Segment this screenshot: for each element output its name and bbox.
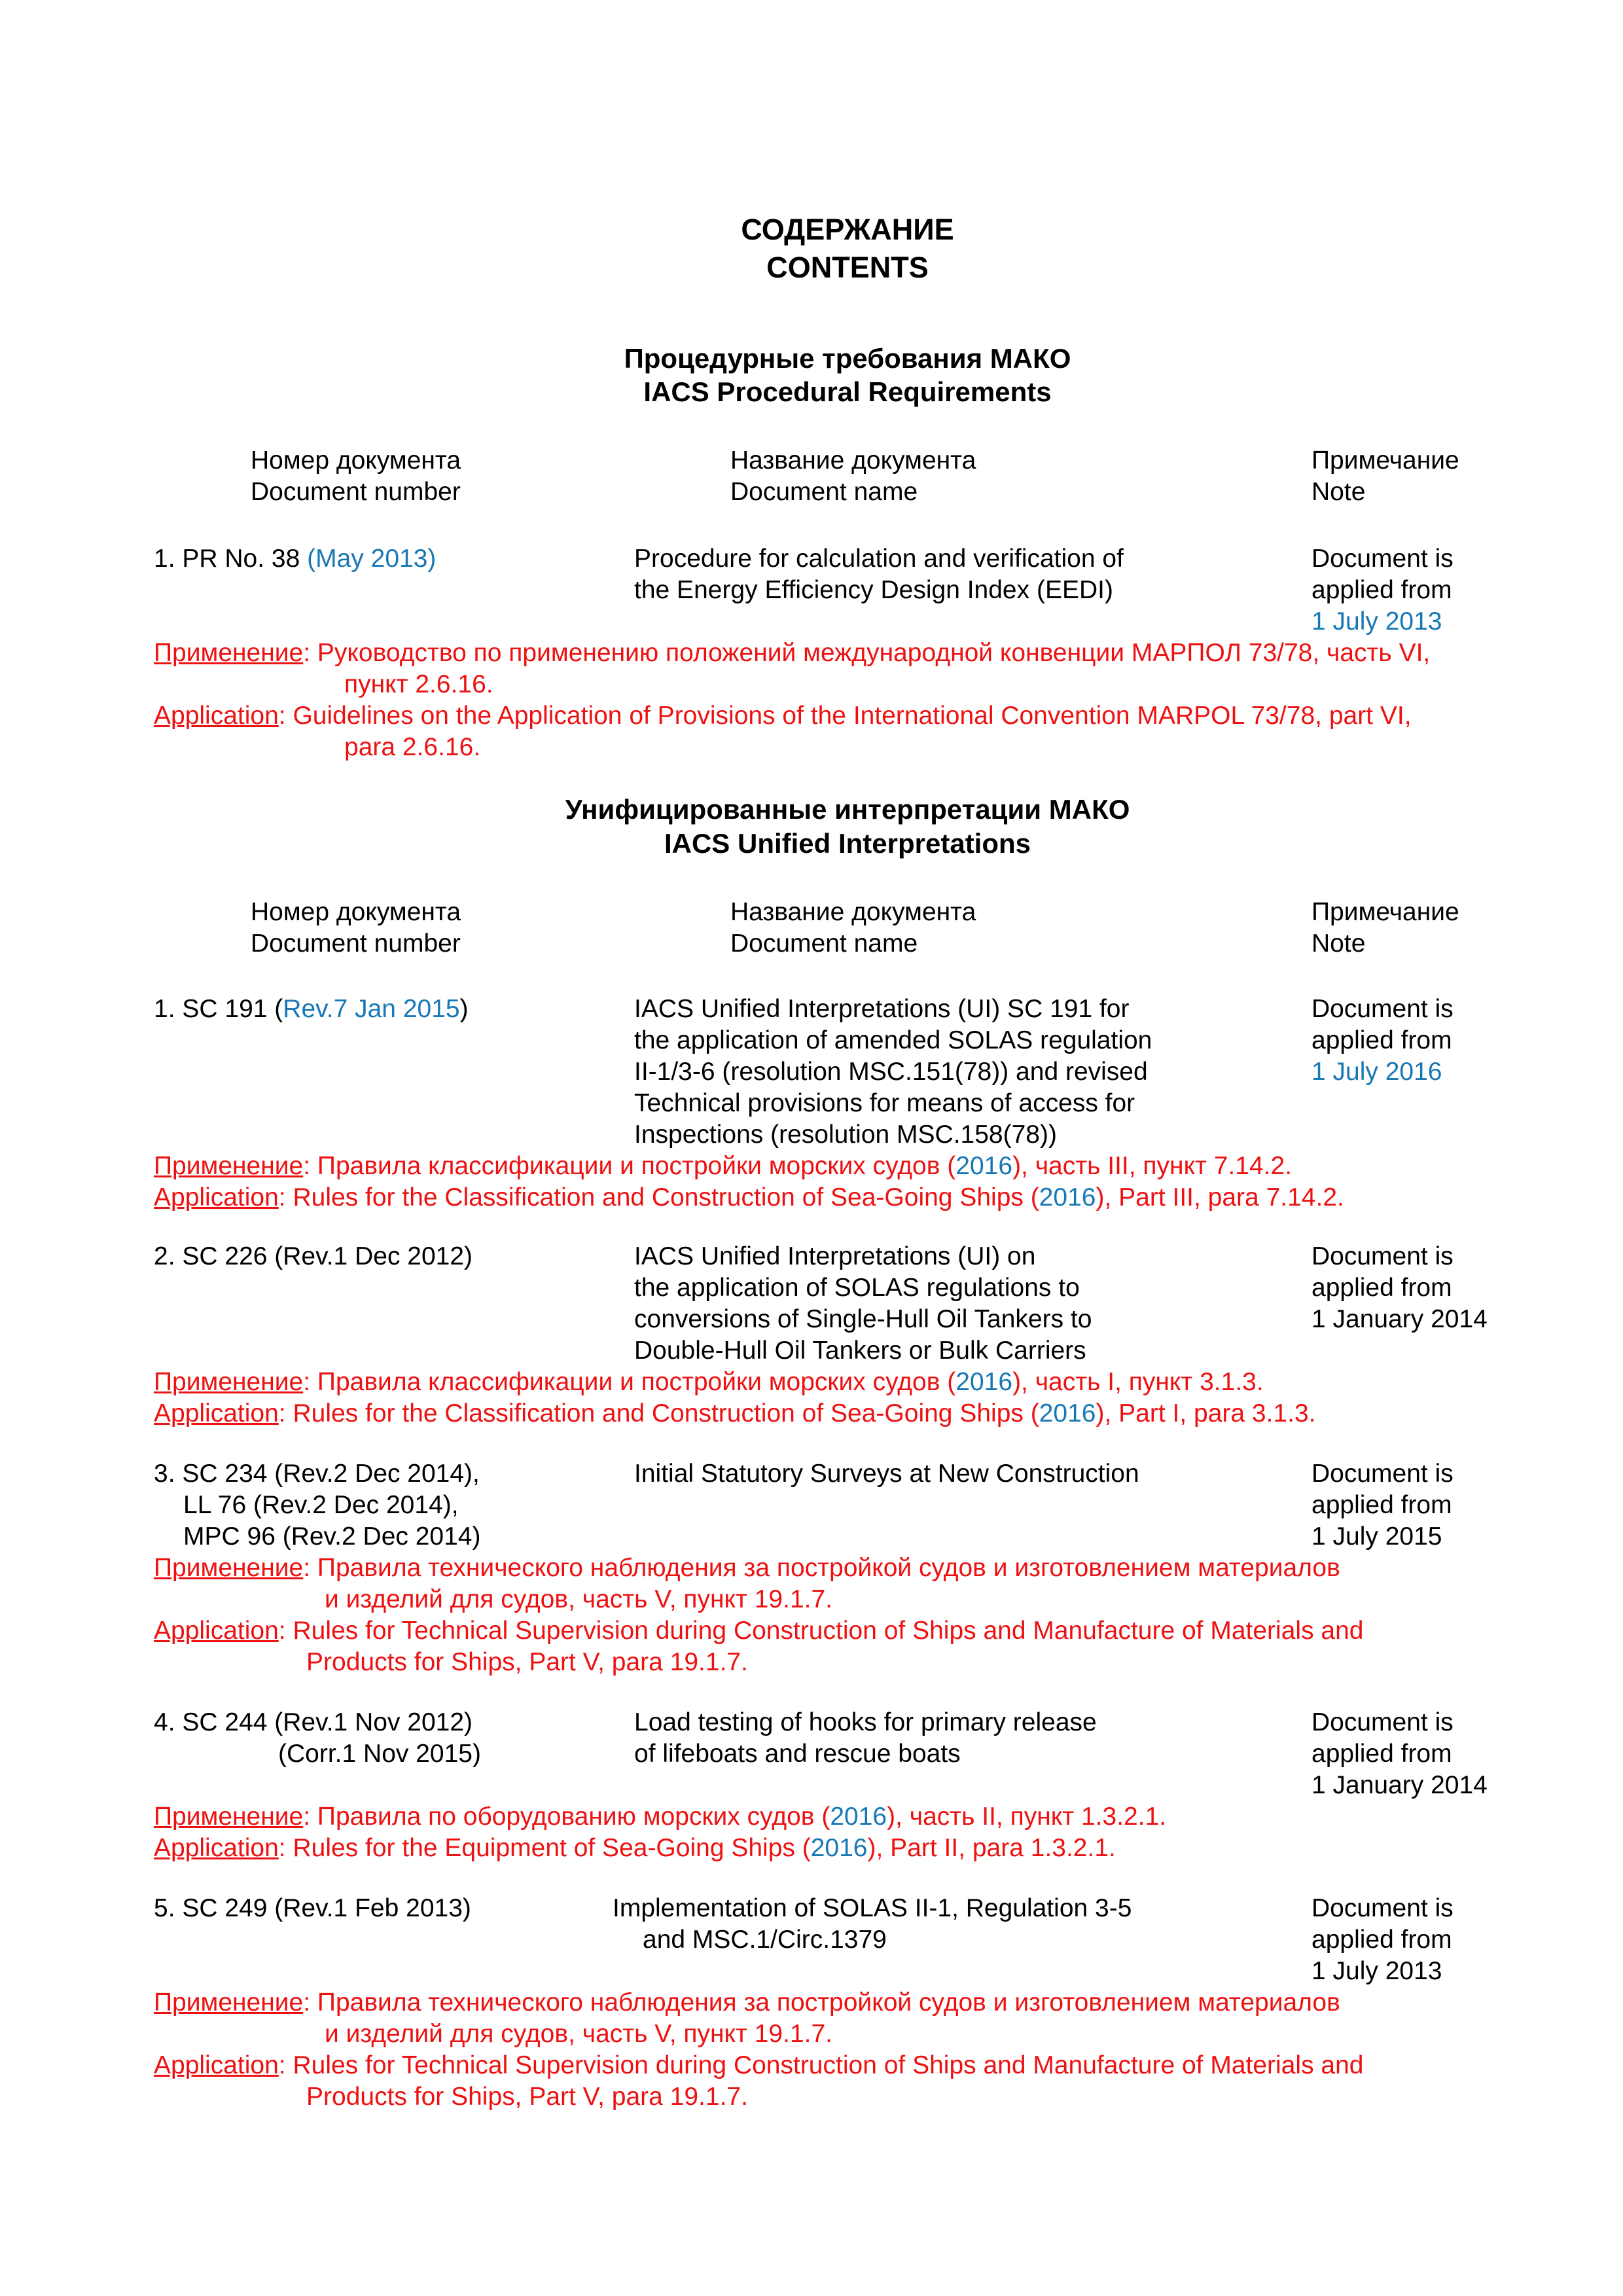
document-number: MPC 96 (Rev.2 Dec 2014) xyxy=(183,1522,481,1551)
document-number: (Corr.1 Nov 2015) xyxy=(278,1740,481,1768)
application-label-en: Application xyxy=(154,1834,279,1862)
note-line: applied from xyxy=(1311,576,1452,604)
document-name-line: Inspections (resolution MSC.158(78)) xyxy=(634,1121,1057,1149)
application-label-en: Application xyxy=(154,1183,279,1211)
header-number-ru: Номер документа xyxy=(251,898,461,926)
note-line: applied from xyxy=(1311,1026,1452,1054)
application-ru: Применение: Руководство по применению положений международной конвенции МАРПОЛ 73/78, часть VI, xyxy=(154,639,1431,667)
header-number-en: Document number xyxy=(251,929,461,958)
header-note-en: Note xyxy=(1311,478,1366,506)
application-en: Application: Rules for the Equipment of Sea-Going Ships (2016), Part II, para 1.3.2.1. xyxy=(154,1834,1116,1862)
edition-year: 2016 xyxy=(810,1834,868,1862)
document-number: 3. SC 234 (Rev.2 Dec 2014), xyxy=(154,1460,480,1488)
document-number: 5. SC 249 (Rev.1 Feb 2013) xyxy=(154,1894,471,1922)
document-name-line: and MSC.1/Circ.1379 xyxy=(643,1926,887,1954)
document-name-line: conversions of Single-Hull Oil Tankers to xyxy=(634,1305,1092,1333)
application-ru: Применение: Правила по оборудованию морских судов (2016), часть II, пункт 1.3.2.1. xyxy=(154,1803,1167,1831)
document-name-line: of lifeboats and rescue boats xyxy=(634,1740,961,1768)
application-label-en: Application xyxy=(154,702,279,730)
note-date: 1 January 2014 xyxy=(1311,1771,1488,1799)
document-number: 1. PR No. 38 (May 2013) xyxy=(154,545,437,573)
note-line: Document is xyxy=(1311,1708,1454,1736)
document-number: 2. SC 226 (Rev.1 Dec 2012) xyxy=(154,1242,473,1270)
application-label-ru: Применение xyxy=(154,639,304,667)
application-en: Application: Guidelines on the Application of Provisions of the International Convention MARPOL 73/78, part VI, xyxy=(154,702,1412,730)
document-number: 4. SC 244 (Rev.1 Nov 2012) xyxy=(154,1708,473,1736)
section2-title-ru: Унифицированные интерпретации МАКО xyxy=(565,794,1130,825)
edition-year: 2016 xyxy=(955,1368,1013,1396)
header-name-ru: Название документа xyxy=(730,446,976,475)
document-name-line: Load testing of hooks for primary release xyxy=(634,1708,1097,1736)
application-label-ru: Применение xyxy=(154,1803,304,1831)
page-title-ru: СОДЕРЖАНИЕ xyxy=(741,213,954,246)
application-label-ru: Применение xyxy=(154,1554,304,1582)
document-name-line: Procedure for calculation and verification of xyxy=(634,545,1124,573)
header-number-ru: Номер документа xyxy=(251,446,461,475)
application-label-ru: Применение xyxy=(154,1368,304,1396)
note-line: Document is xyxy=(1311,1242,1454,1270)
document-number: 1. SC 191 (Rev.7 Jan 2015) xyxy=(154,995,469,1023)
note-date: 1 July 2016 xyxy=(1311,1058,1442,1086)
document-number: LL 76 (Rev.2 Dec 2014), xyxy=(183,1491,459,1519)
application-ru-cont: пункт 2.6.16. xyxy=(344,670,493,698)
application-label-en: Application xyxy=(154,2051,279,2079)
document-name-line: Implementation of SOLAS II-1, Regulation 3-5 xyxy=(613,1894,1132,1922)
edition-year: 2016 xyxy=(1039,1183,1096,1211)
document-name-line: IACS Unified Interpretations (UI) SC 191 for xyxy=(634,995,1130,1023)
document-name-line: the Energy Efficiency Design Index (EEDI) xyxy=(634,576,1113,604)
application-en: Application: Rules for Technical Supervision during Construction of Ships and Manufacture of Materials and xyxy=(154,2051,1364,2079)
document-name-line: the application of amended SOLAS regulation xyxy=(634,1026,1152,1054)
note-line: applied from xyxy=(1311,1491,1452,1519)
section1-title-ru: Процедурные требования МАКО xyxy=(624,343,1071,374)
note-line: Document is xyxy=(1311,1894,1454,1922)
header-name-en: Document name xyxy=(730,929,918,958)
document-name-line: the application of SOLAS regulations to xyxy=(634,1274,1080,1302)
document-name-line: Double-Hull Oil Tankers or Bulk Carriers xyxy=(634,1336,1086,1365)
application-ru: Применение: Правила классификации и постройки морских судов (2016), часть I, пункт 3.1.3. xyxy=(154,1368,1264,1396)
document-date: (May 2013) xyxy=(307,545,437,573)
application-label-ru: Применение xyxy=(154,1152,304,1180)
application-ru-cont: и изделий для судов, часть V, пункт 19.1.7. xyxy=(325,1585,833,1613)
note-line: Document is xyxy=(1311,1460,1454,1488)
page-title-en: CONTENTS xyxy=(766,251,929,284)
document-name-line: II-1/3-6 (resolution MSC.151(78)) and revised xyxy=(634,1058,1148,1086)
note-line: Document is xyxy=(1311,545,1454,573)
document-name-line: Initial Statutory Surveys at New Construction xyxy=(634,1460,1139,1488)
note-line: applied from xyxy=(1311,1926,1452,1954)
application-ru-cont: и изделий для судов, часть V, пункт 19.1.7. xyxy=(325,2020,833,2048)
application-label-en: Application xyxy=(154,1399,279,1427)
edition-year: 2016 xyxy=(830,1803,887,1831)
note-date: 1 July 2013 xyxy=(1311,1957,1442,1985)
application-en-cont: Products for Ships, Part V, para 19.1.7. xyxy=(306,2083,748,2111)
note-line: Document is xyxy=(1311,995,1454,1023)
document-name-line: IACS Unified Interpretations (UI) on xyxy=(634,1242,1036,1270)
application-label-en: Application xyxy=(154,1617,279,1645)
section1-title-en: IACS Procedural Requirements xyxy=(643,376,1052,407)
note-date: 1 January 2014 xyxy=(1311,1305,1488,1333)
application-label-ru: Применение xyxy=(154,1988,304,2017)
application-en: Application: Rules for the Classification and Construction of Sea-Going Ships (2016), Part I, para 3.1.3. xyxy=(154,1399,1316,1427)
header-note-ru: Примечание xyxy=(1311,898,1459,926)
edition-year: 2016 xyxy=(1039,1399,1096,1427)
header-note-ru: Примечание xyxy=(1311,446,1459,475)
note-date: 1 July 2013 xyxy=(1311,607,1442,636)
application-ru: Применение: Правила технического наблюдения за постройкой судов и изготовлением материалов xyxy=(154,1554,1340,1582)
header-name-ru: Название документа xyxy=(730,898,976,926)
edition-year: 2016 xyxy=(955,1152,1013,1180)
application-en-cont: Products for Ships, Part V, para 19.1.7. xyxy=(306,1648,748,1676)
document-revision: Rev.7 Jan 2015 xyxy=(283,995,460,1023)
section2-title-en: IACS Unified Interpretations xyxy=(664,828,1031,859)
note-date: 1 July 2015 xyxy=(1311,1522,1442,1551)
note-line: applied from xyxy=(1311,1274,1452,1302)
header-name-en: Document name xyxy=(730,478,918,506)
application-en: Application: Rules for the Classification and Construction of Sea-Going Ships (2016), Part III, para 7.14.2. xyxy=(154,1183,1344,1211)
application-ru: Применение: Правила технического наблюдения за постройкой судов и изготовлением материалов xyxy=(154,1988,1340,2017)
document-name-line: Technical provisions for means of access for xyxy=(634,1089,1135,1117)
application-en-cont: para 2.6.16. xyxy=(344,733,481,761)
application-ru: Применение: Правила классификации и постройки морских судов (2016), часть III, пункт 7.14.2. xyxy=(154,1152,1293,1180)
application-en: Application: Rules for Technical Supervision during Construction of Ships and Manufacture of Materials and xyxy=(154,1617,1364,1645)
header-note-en: Note xyxy=(1311,929,1366,958)
note-line: applied from xyxy=(1311,1740,1452,1768)
header-number-en: Document number xyxy=(251,478,461,506)
